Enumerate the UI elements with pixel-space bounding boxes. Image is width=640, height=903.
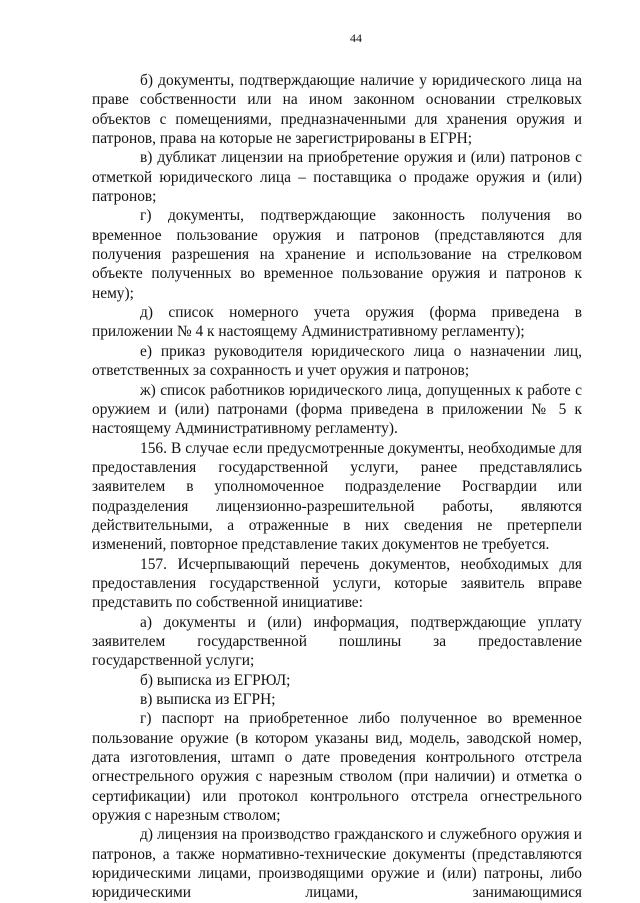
paragraph-e-order: е) приказ руководителя юридического лица о назначении лиц, ответственных за сохранность и учет оружия и патронов; [92,342,582,380]
paragraph-a-fee-documents: а) документы и (или) информация, подтверждающие уплату заявителем государственной пошлины за предоставление государственной услуги; [92,613,582,670]
paragraph-zh-employee-list: ж) список работников юридического лица, допущенных к работе с оружием и (или) патронами (форма приведена в приложении № 5 к настоящему Административному регламенту). [92,381,582,438]
paragraph-d-production-license: д) лицензия на производство гражданского и служебного оружия и патронов, а также нормативно-технические документы (представляются юридическими лицами, производящими оружие и (или) патроны, либо юридическими лицами, занимающимися [92,826,582,902]
page-number: 44 [350,31,362,45]
paragraph-b-egrul-extract: б) выписка из ЕГРЮЛ; [140,671,291,689]
paragraph-156: 156. В случае если предусмотренные документы, необходимые для предоставления государственной услуги, ранее представлялись заявителем в уполномоченное подразделение Росгвардии или подразделения лицензионно-разрешительной работы, являются действительными, а отраженные в них сведения не претерпели изменений, повторное представление таких документов не требуется. [92,439,582,554]
paragraph-157: 157. Исчерпывающий перечень документов, необходимых для предоставления государственной услуги, которые заявитель вправе представить по собственной инициативе: [92,555,582,612]
paragraph-g-weapon-passport: г) паспорт на приобретенное либо полученное во временное пользование оружие (в котором указаны вид, модель, заводской номер, дата изготовления, штамп о дате проведения контрольного отстрела огнестрельного оружия с нарезным стволом (при наличии) и отметка о сертификации) или протокол контрольного отстрела огнестрельного оружия с нарезным стволом; [92,710,582,825]
paragraph-g-temporary-use-documents: г) документы, подтверждающие законность получения во временное пользование оружия и патронов (представляются для получения разрешения на хранение и использование на стрелковом объекте полученных во временное пользование оружия и патронов к нему); [92,207,582,302]
paragraph-v-egrn-extract: в) выписка из ЕГРН; [140,691,276,708]
paragraph-d-weapon-list: д) список номерного учета оружия (форма приведена в приложении № 4 к настоящему Административному регламенту); [92,304,582,341]
paragraph-b-documents: б) документы, подтверждающие наличие у юридического лица на праве собственности или на ином законном основании стрелковых объектов с помещениями, предназначенными для хранения оружия и патронов, права на которые не зарегистрированы в ЕГРН; [92,72,582,148]
document-body [92,71,582,903]
paragraph-v-license-duplicate: в) дубликат лицензии на приобретение оружия и (или) патронов с отметкой юридического лица – поставщика о продаже оружия и (или) патронов; [92,149,582,206]
